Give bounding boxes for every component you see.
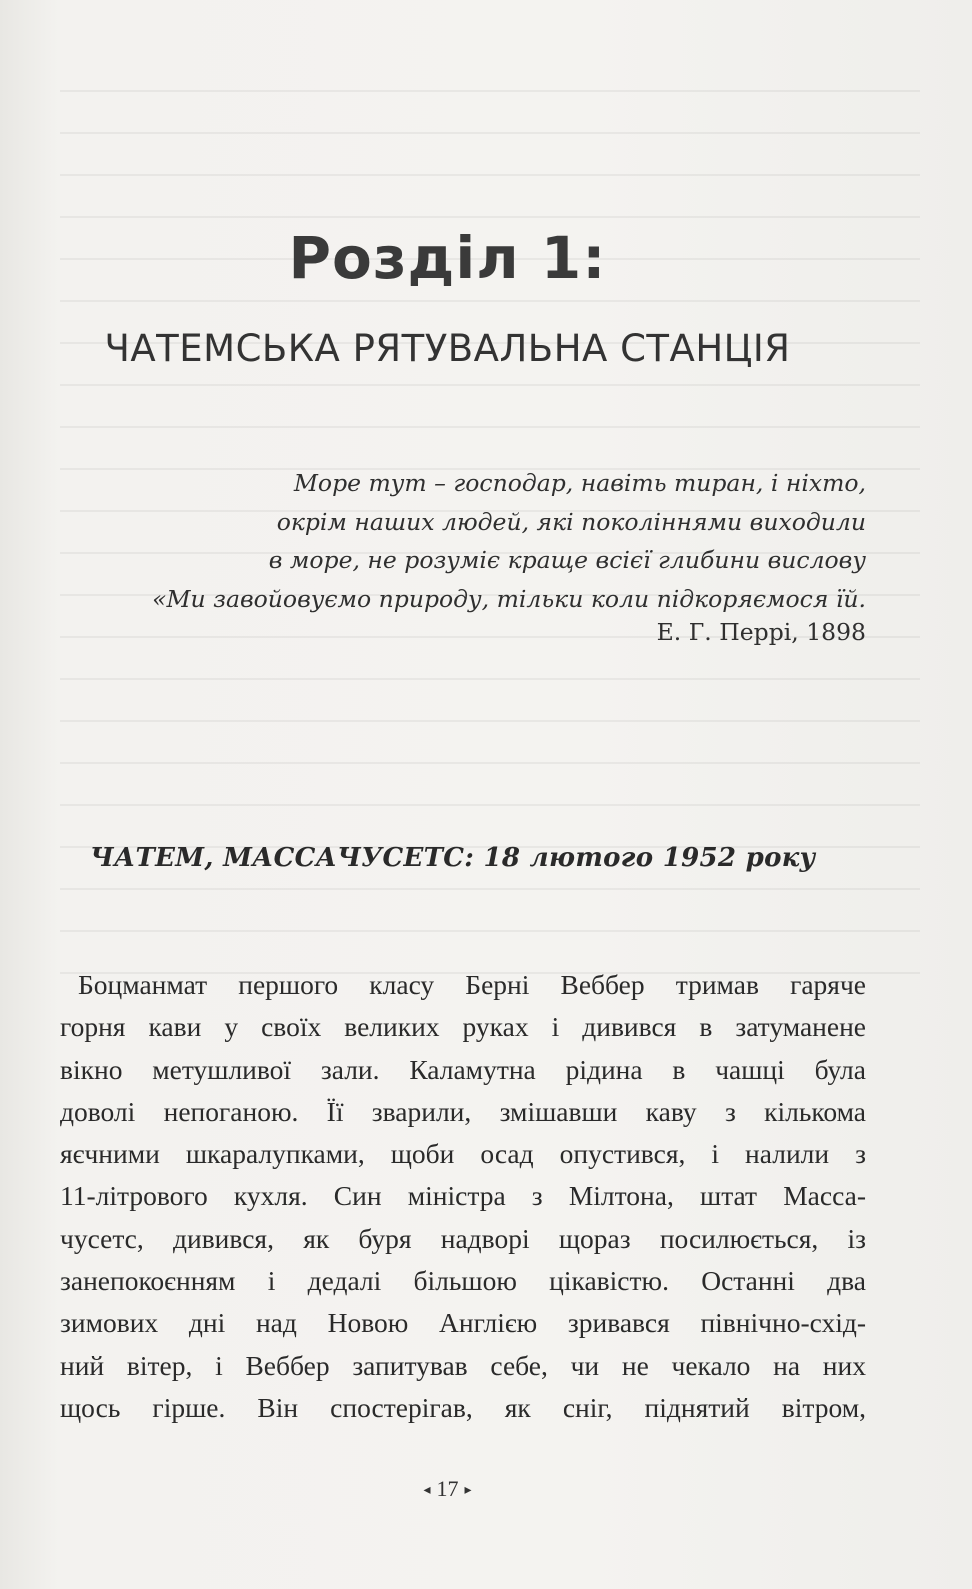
body-line: зимових дні над Новою Англією зривався північно-схід- (60, 1307, 866, 1339)
body-line: яєчними шкаралупками, щоби осад опустився, і налили з (60, 1138, 866, 1170)
body-line: вікно метушливої зали. Каламутна рідина в чашці була (60, 1053, 866, 1085)
left-marker-icon: ◂ (423, 1482, 431, 1498)
body-line: доволі непоганою. Її зварили, змішавши каву з кількома (60, 1095, 866, 1127)
epigraph-line: окрім наших людей, які поколіннями виходили (276, 507, 866, 536)
body-line: Боцманмат першого класу Берні Веббер тримав гаряче (78, 969, 866, 1000)
body-line: горня кави у своїх великих руках і дивився в затуманене (60, 1011, 866, 1043)
page-number-footer (0, 1476, 895, 1502)
epigraph-line: Море тут – господар, навіть тиран, і ніхто, (293, 469, 866, 497)
chapter-title: Розділ 1: (288, 224, 607, 292)
page-number: 17 (436, 1476, 459, 1501)
epigraph-line: «Ми завойовуємо природу, тільки коли підкоряємося їй. (152, 584, 866, 613)
body-line: щось гірше. Він спостерігав, як сніг, піднятий вітром, (60, 1391, 866, 1423)
dateline-heading: ЧАТЕМ, МАССАЧУСЕТС: 18 лютого 1952 року (90, 843, 816, 873)
body-line: ний вітер, і Веббер запитував себе, чи не чекало на них (60, 1349, 866, 1381)
chapter-subtitle: ЧАТЕМСЬКА РЯТУВАЛЬНА СТАНЦІЯ (104, 327, 791, 370)
body-paragraph (60, 964, 866, 1429)
body-line: 11-літрового кухля. Син міністра з Мілтона, штат Масса- (60, 1180, 866, 1212)
epigraph (106, 464, 866, 618)
right-marker-icon: ▸ (464, 1482, 472, 1498)
body-line: чусетс, дивився, як буря надворі щораз посилюється, із (60, 1222, 866, 1254)
epigraph-author: Е. Г. Перрі, 1898 (656, 618, 866, 646)
epigraph-line: в море, не розуміє краще всієї глибини вислову (268, 546, 866, 574)
body-line: занепокоєнням і дедалі більшою цікавістю. Останні два (60, 1265, 866, 1297)
